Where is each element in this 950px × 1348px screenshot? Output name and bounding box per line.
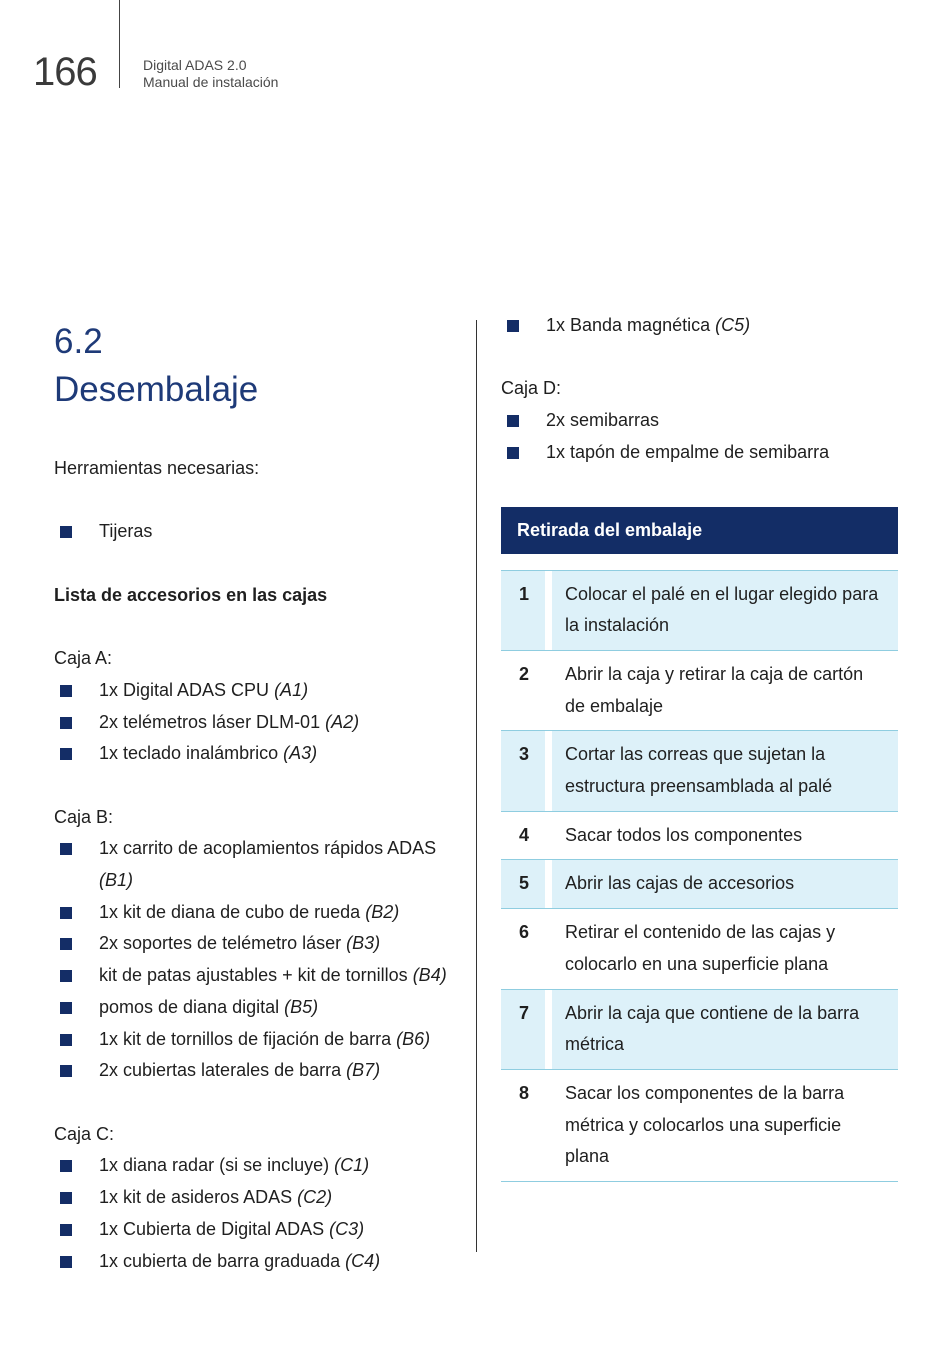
list-item: [54, 897, 464, 929]
bullet-square-icon: [60, 685, 72, 697]
item-text: 1x tapón de empalme de semibarra: [546, 441, 830, 462]
table-row: [501, 651, 898, 731]
list-item: [54, 516, 464, 548]
list-item: [54, 928, 464, 960]
step-text: Abrir las cajas de accesorios: [545, 860, 898, 908]
item-text: 2x telémetros láser DLM-01: [99, 711, 326, 732]
bullet-square-icon: [60, 1192, 72, 1204]
bullet-square-icon: [507, 320, 519, 332]
item-text: 1x carrito de acoplamientos rápidos ADAS: [99, 838, 437, 859]
item-ref: (B3): [346, 933, 381, 954]
bullet-square-icon: [60, 748, 72, 760]
left-column: [54, 318, 464, 1277]
bullet-square-icon: [60, 938, 72, 950]
table-row: [501, 860, 898, 909]
step-text: Colocar el palé en el lugar elegido para la instalación: [545, 571, 898, 650]
list-item: [54, 1024, 464, 1056]
step-number: 5: [501, 860, 545, 908]
tools-list: [54, 516, 464, 548]
step-number: 7: [501, 990, 545, 1069]
step-text: Retirar el contenido de las cajas y colocarlo en una superficie plana: [545, 909, 898, 988]
item-text: 1x diana radar (si se incluye): [99, 1155, 335, 1176]
document-title-line-2: Manual de instalación: [143, 74, 279, 90]
item-ref: (B1): [99, 870, 134, 891]
item-ref: (C4): [345, 1250, 381, 1271]
bullet-square-icon: [60, 1224, 72, 1236]
table-row: [501, 812, 898, 861]
item-ref: (C5): [715, 315, 751, 335]
bullet-square-icon: [507, 447, 519, 459]
box-c-label: Caja C:: [54, 1123, 115, 1144]
step-text: Cortar las correas que sujetan la estructura preensamblada al palé: [545, 731, 898, 810]
removal-steps-table: [501, 570, 898, 1183]
box-a-label: Caja A:: [54, 648, 113, 669]
bullet-square-icon: [60, 970, 72, 982]
item-text: 2x soportes de telémetro láser: [99, 933, 347, 954]
item-ref: (C1): [334, 1155, 370, 1176]
section-title: Desembalaje: [54, 370, 259, 409]
step-number: 1: [501, 571, 545, 650]
item-ref: (C2): [297, 1187, 333, 1208]
removal-table-heading: Retirada del embalaje: [501, 507, 898, 554]
bullet-square-icon: [60, 907, 72, 919]
item-text: 2x cubiertas laterales de barra: [99, 1060, 347, 1081]
item-ref: (B7): [346, 1060, 381, 1081]
list-item: [501, 310, 898, 342]
step-text: Sacar los componentes de la barra métrica y colocarlos una superficie plana: [545, 1070, 898, 1181]
box-b-list: [54, 833, 464, 1087]
box-b-label: Caja B:: [54, 806, 114, 827]
step-number: 3: [501, 731, 545, 810]
item-text: 1x Cubierta de Digital ADAS: [99, 1218, 330, 1239]
item-ref: (A1): [274, 679, 309, 700]
step-number: 8: [519, 1082, 530, 1103]
page-number: 166: [33, 50, 97, 94]
table-row: [501, 990, 898, 1070]
step-number: 2: [519, 663, 530, 684]
list-item: [54, 675, 464, 707]
step-text: Abrir la caja y retirar la caja de cartón de embalaje: [545, 651, 898, 730]
list-item: [54, 1055, 464, 1087]
list-item: [54, 960, 464, 992]
list-item: [54, 992, 464, 1024]
list-item: [54, 738, 464, 770]
list-item: [54, 1150, 464, 1182]
bullet-square-icon: [507, 415, 519, 427]
item-text: 1x kit de tornillos de fijación de barra: [99, 1028, 397, 1049]
bullet-square-icon: [60, 1160, 72, 1172]
box-d-label: Caja D:: [501, 378, 562, 399]
step-number: 6: [519, 922, 530, 943]
list-item: [54, 833, 464, 896]
list-item: [54, 1182, 464, 1214]
item-ref: (B6): [396, 1028, 431, 1049]
item-text: 1x kit de diana de cubo de rueda: [99, 901, 366, 922]
document-title: [143, 57, 278, 91]
document-title-line-1: Digital ADAS 2.0: [143, 57, 247, 73]
table-row: [501, 909, 898, 989]
list-item: [54, 707, 464, 739]
item-text: 1x cubierta de barra graduada: [99, 1250, 346, 1271]
item-ref: (B2): [365, 901, 400, 922]
item-text: kit de patas ajustables + kit de tornillos: [99, 965, 413, 986]
item-ref: (B4): [412, 965, 447, 986]
step-text: Abrir la caja que contiene de la barra métrica: [545, 990, 898, 1069]
list-item: [54, 1246, 464, 1278]
box-c-list: [54, 1150, 464, 1277]
tools-heading: Herramientas necesarias:: [54, 458, 260, 478]
item-ref: (A2): [325, 711, 360, 732]
list-item: [54, 1214, 464, 1246]
bullet-square-icon: [60, 526, 72, 538]
bullet-square-icon: [60, 843, 72, 855]
item-text: 1x kit de asideros ADAS: [99, 1187, 298, 1208]
bullet-square-icon: [60, 717, 72, 729]
item-ref: (A3): [283, 743, 318, 764]
item-text: 2x semibarras: [546, 410, 660, 431]
table-row: [501, 1070, 898, 1182]
item-ref: (C3): [329, 1218, 365, 1239]
bullet-square-icon: [60, 1002, 72, 1014]
list-item: [501, 405, 898, 437]
table-row: [501, 571, 898, 651]
table-row: [501, 731, 898, 811]
bullet-square-icon: [60, 1256, 72, 1268]
section-number: 6.2: [54, 322, 103, 361]
bullet-square-icon: [60, 1034, 72, 1046]
step-text: Sacar todos los componentes: [545, 812, 898, 860]
step-number: 4: [519, 824, 530, 845]
bullet-square-icon: [60, 1065, 72, 1077]
right-column: [501, 310, 898, 1182]
box-d-list: [501, 405, 898, 468]
item-text: pomos de diana digital: [99, 996, 285, 1017]
header-divider: [119, 0, 120, 88]
item-text: Tijeras: [99, 521, 153, 542]
item-text: 1x teclado inalámbrico: [99, 743, 284, 764]
item-text: 1x Digital ADAS CPU: [99, 679, 275, 700]
column-divider: [476, 320, 477, 1252]
box-a-list: [54, 675, 464, 770]
list-item: [501, 437, 898, 469]
item-text: 1x Banda magnética: [546, 315, 716, 335]
accessories-heading: Lista de accesorios en las cajas: [54, 584, 328, 605]
item-ref: (B5): [284, 996, 319, 1017]
box-c-list-continued: [501, 310, 898, 342]
